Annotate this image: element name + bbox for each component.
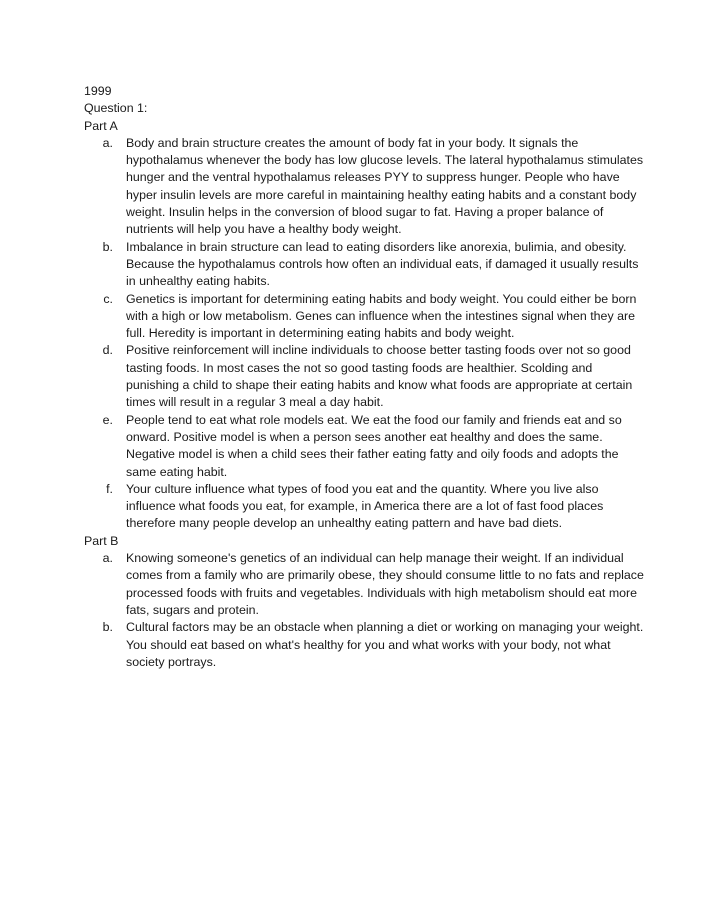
list-item-text: People tend to eat what role models eat. We eat the food our family and friends eat and so onward. Positive model is when a person sees another eat healthy and does the same. Negative model is when a child sees their father eating fatty and oily foods and adopts the same eating habit.	[126, 412, 622, 479]
list-item	[84, 135, 644, 239]
list-item-text: Genetics is important for determining eating habits and body weight. You could either be born with a high or low metabolism. Genes can influence when the intestines signal when they are full. Heredity is important in determining eating habits and body weight.	[126, 291, 637, 341]
list-item-text: Body and brain structure creates the amount of body fat in your body. It signals the hypothalamus whenever the body has low glucose levels. The lateral hypothalamus stimulates hunger and the ventral hypothalamus releases PYY to suppress hunger. People who have hyper insulin levels are more careful in maintaining healthy eating habits and a constant body weight. Insulin helps in the conversion of blood sugar to fat. Having a proper balance of nutrients will help you have a healthy body weight.	[126, 135, 644, 237]
list-item-text: Your culture influence what types of food you eat and the quantity. Where you live also influence what foods you eat, for example, in America there are a lot of fast food places therefore many people develop an unhealthy eating pattern and have bad diets.	[126, 481, 604, 531]
list-item	[84, 550, 644, 619]
list-marker: d.	[102, 343, 113, 358]
list-marker: c.	[103, 291, 113, 306]
list-marker: b.	[102, 620, 113, 635]
list-item	[84, 619, 644, 671]
list-item-text: Imbalance in brain structure can lead to eating disorders like anorexia, bulimia, and obesity. Because the hypothalamus controls how often an individual eats, if damaged it usually results in unhealthy eating habits.	[126, 239, 639, 289]
part-a-label: Part A	[84, 118, 118, 133]
part-a	[84, 118, 644, 533]
document-year: 1999	[84, 84, 112, 98]
list-item-text: Cultural factors may be an obstacle when planning a diet or working on managing your weight. You should eat based on what's healthy for you and what works with your body, not what society portrays.	[126, 620, 644, 669]
part-b	[84, 533, 644, 671]
list-marker: b.	[102, 239, 113, 254]
list-item-text: Knowing someone's genetics of an individual can help manage their weight. If an individual comes from a family who are primarily obese, they should consume little to no fats and replace processed foods with fruits and vegetables. Individuals with high metabolism should eat more fats, sugars and protein.	[126, 551, 644, 617]
list-marker: a.	[102, 135, 113, 150]
document-page	[84, 83, 644, 671]
question-heading: Question 1:	[84, 101, 148, 116]
list-marker: f.	[106, 481, 113, 496]
part-b-list	[84, 550, 644, 671]
list-item	[84, 412, 644, 481]
list-item-text: Positive reinforcement will incline individuals to choose better tasting foods over not so good tasting foods. In most cases the not so good tasting foods are healthier. Scolding and punishing a child to shape their eating habits and know what foods are appropriate at certain times will result in a regular 3 meal a day habit.	[126, 343, 633, 410]
list-item	[84, 291, 644, 343]
list-marker: a.	[102, 551, 113, 566]
list-item	[84, 481, 644, 533]
list-marker: e.	[102, 412, 113, 427]
list-item	[84, 342, 644, 411]
part-a-list	[84, 135, 644, 533]
part-b-label: Part B	[84, 533, 119, 548]
list-item	[84, 239, 644, 291]
